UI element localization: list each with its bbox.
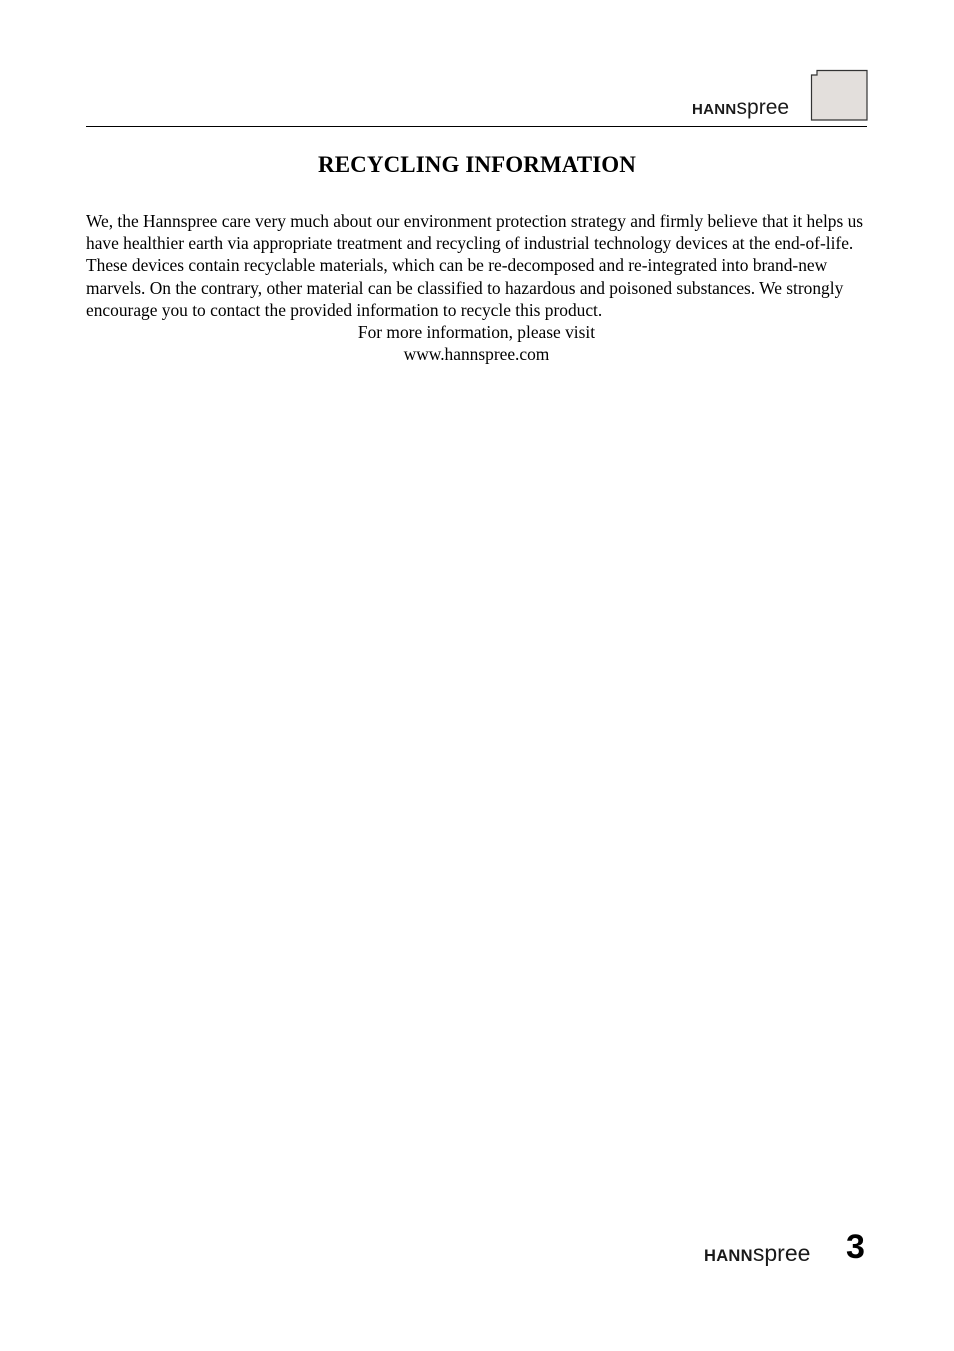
header-brand-light: spree bbox=[736, 96, 790, 119]
page-title: RECYCLING INFORMATION bbox=[318, 152, 636, 177]
footer-brand-bold: HANN bbox=[704, 1247, 753, 1265]
footer-brand-light: spree bbox=[752, 1240, 811, 1266]
paragraph-materials: These devices contain recyclable materials, which can be re-decomposed and re-integrated into brand-new marvels. On the contrary, other material can be classified to hazardous and poisoned substances. We strongly encourage you to contact the provided information to recycle this product. bbox=[86, 255, 844, 320]
website-link[interactable]: www.hannspree.com bbox=[403, 344, 550, 365]
paragraph-intro: We, the Hannspree care very much about our environment protection strategy and firmly believe that it helps us have healthier earth via appropriate treatment and recycling of industrial technology devices at the end-of-life. bbox=[86, 211, 864, 254]
page-tab-icon bbox=[810, 69, 868, 121]
body-text bbox=[86, 210, 876, 365]
footer-brand-logo bbox=[704, 1240, 810, 1267]
more-info-text: For more information, please visit bbox=[357, 322, 596, 343]
header-divider bbox=[86, 126, 867, 127]
header-brand-logo bbox=[692, 96, 789, 122]
page-number: 3 bbox=[846, 1228, 865, 1266]
header-brand-bold: HANN bbox=[692, 101, 737, 118]
